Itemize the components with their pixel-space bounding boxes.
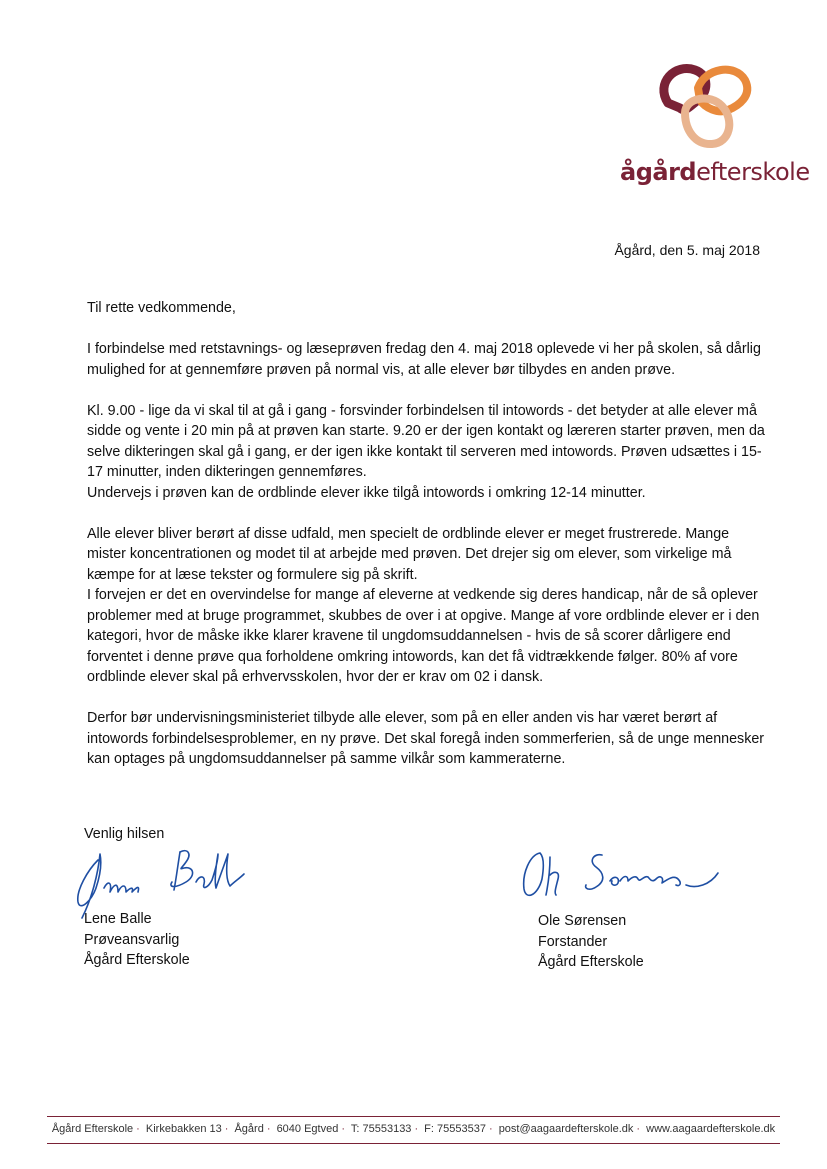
paragraph: Alle elever bliver berørt af disse udfald, men specielt de ordblinde elever er meget frustrerede. Mange mister koncentrationen og modet til at arbejde med prøven. Det drejer sig om elever, som virkelige må kæmpe for at læse tekster og formulere sig på skrift. <box>87 525 732 583</box>
paragraph: I forbindelse med retstavnings- og læseprøven fredag den 4. maj 2018 oplevede vi her på skolen, så dårlig mulighed for at gennemføre prøven på normal vis, at alle elever bør tilbydes en anden prøve. <box>87 341 761 378</box>
footer-item: F: 75553537 <box>424 1123 486 1135</box>
footer-website-link[interactable]: www.aagaardefterskole.dk <box>646 1123 776 1135</box>
signatory-role: Forstander <box>538 933 608 950</box>
signatory-org: Ågård Efterskole <box>84 952 190 968</box>
aagaard-logo-mark-icon <box>650 58 760 153</box>
signatory-name: Ole Sørensen <box>538 913 627 929</box>
handwritten-signature-icon <box>68 840 268 920</box>
footer-item: 6040 Egtved <box>276 1123 339 1135</box>
paragraph: Undervejs i prøven kan de ordblinde elever ikke tilgå intowords i omkring 12-14 minutter. <box>87 484 646 501</box>
paragraph: Kl. 9.00 - lige da vi skal til at gå i gang - forsvinder forbindelsen til intowords - det betyder at alle elever må sidde og vente i 20 min på at prøven kan starte. 9.20 er der igen kontakt og læreren starter prøven, men da selve dikteringen skal gå i gang, er der igen ikke kontakt til serveren med intowords. Prøven udsættes i 15-17 minutter, inden dikteringen gennemføres. <box>87 402 765 480</box>
letter-body <box>87 298 767 790</box>
signatory-right <box>538 911 644 973</box>
closing: Venlig hilsen <box>84 826 165 842</box>
footer-item: T: 75553133 <box>350 1123 412 1135</box>
signatory-left <box>84 909 190 971</box>
handwritten-signature-icon <box>510 845 730 910</box>
footer-item: Ågård Efterskole <box>51 1123 134 1135</box>
signatory-name: Lene Balle <box>84 911 152 927</box>
letter-date: Ågård, den 5. maj 2018 <box>614 242 760 258</box>
signatory-org: Ågård Efterskole <box>538 954 644 970</box>
footer-item: Ågård <box>234 1123 264 1135</box>
letterhead-footer: Ågård Efterskole · Kirkebakken 13 · Ågård · 6040 Egtved · T: 75553133 · F: 75553537 · post@aagaardefterskole.dk · www.aagaardefterskole.dk <box>51 1123 776 1135</box>
footer-rule-bottom <box>47 1143 780 1144</box>
paragraph: Derfor bør undervisningsministeriet tilbyde alle elever, som på en eller anden vis har været berørt af intowords forbindelsesproblemer, en ny prøve. Det skal foregå inden sommerferien, så de unge mennesker kan optages på ungdomsuddannelser på samme vilkår som kammeraterne. <box>87 710 765 767</box>
footer-rule-top <box>47 1116 780 1117</box>
paragraph: I forvejen er det en overvindelse for mange af eleverne at vedkende sig deres handicap, når de så oplever problemer med at bruge programmet, skubbes de over i at opgive. Mange af vore ordblinde elever er i den kategori, hvor de måske ikke klarer kravene til ungdomsuddannelsen - hvis de så scorer dårligere end forventet i denne prøve qua forholdene omkring intowords, kan det få vidtrækkende følger. 80% af vore ordblinde elever skal på erhvervsskolen, hvor der er krav om 02 i dansk. <box>87 587 760 685</box>
logo-wordmark: ågårdefterskole <box>620 158 810 186</box>
footer-email-link[interactable]: post@aagaardefterskole.dk <box>498 1123 634 1135</box>
signatory-role: Prøveansvarlig <box>84 931 180 948</box>
school-logo <box>620 58 810 188</box>
footer-item: Kirkebakken 13 <box>145 1123 222 1135</box>
salutation: Til rette vedkommende, <box>87 300 236 316</box>
